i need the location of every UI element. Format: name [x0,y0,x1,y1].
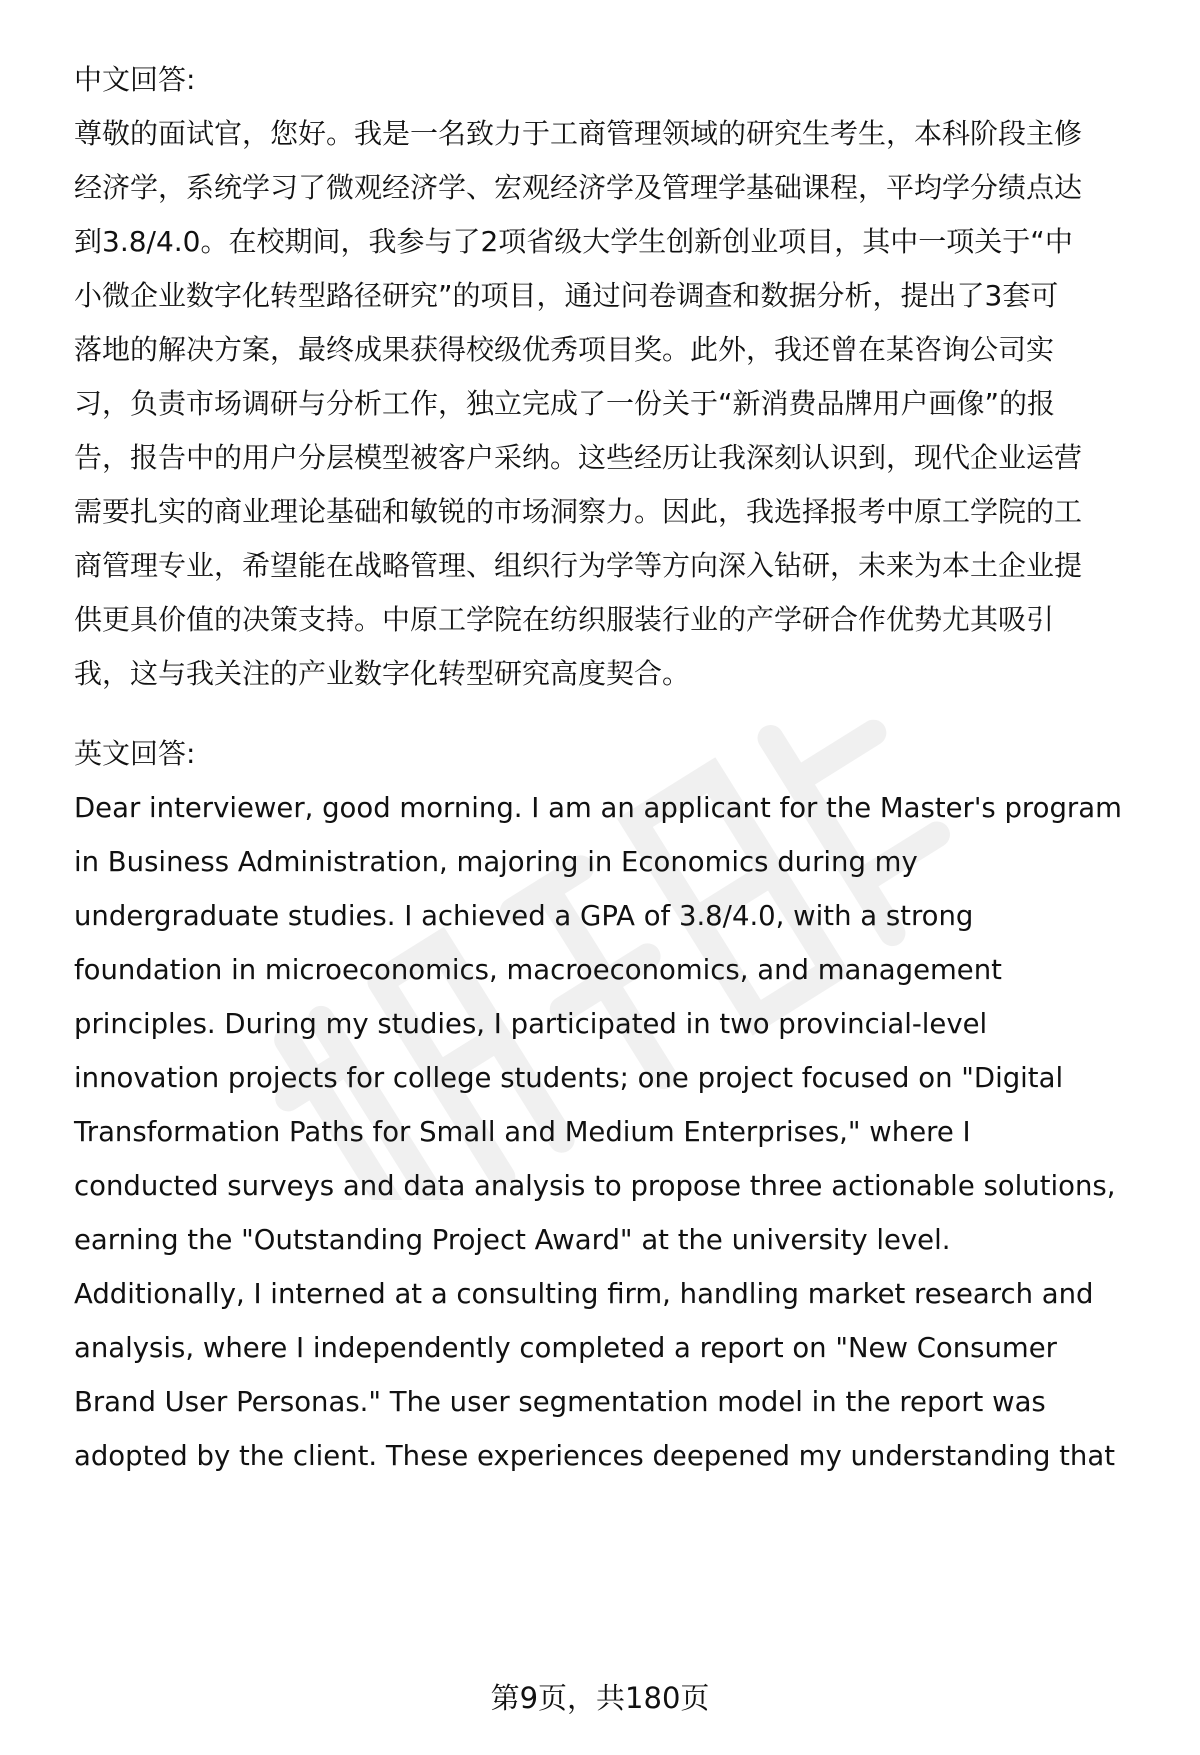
cn-line: 我，这与我关注的产业数字化转型研究高度契合。 [74,657,691,690]
en-line: innovation projects for college students; one project focused on "Digital [74,1062,1064,1094]
cn-line: 供更具价值的决策支持。中原工学院在纺织服装行业的产学研合作优势尤其吸引 [74,603,1055,636]
cn-heading: 中文回答: [74,63,196,96]
en-line: Dear interviewer, good morning. I am an applicant for the Master's program [74,792,1122,824]
en-line: earning the "Outstanding Project Award" at the university level. [74,1224,951,1256]
cn-line: 小微企业数字化转型路径研究”的项目，通过问卷调查和数据分析，提出了3套可 [74,279,1059,312]
en-line: Brand User Personas." The user segmentation model in the report was [74,1386,1046,1418]
en-heading: 英文回答: [74,737,196,770]
cn-line: 尊敬的面试官，您好。我是一名致力于工商管理领域的研究生考生，本科阶段主修 [74,117,1083,150]
en-line: adopted by the client. These experiences deepened my understanding that [74,1440,1115,1472]
en-line: Additionally, I interned at a consulting firm, handling market research and [74,1278,1094,1310]
cn-line: 商管理专业，希望能在战略管理、组织行为学等方向深入钻研，未来为本土企业提 [74,549,1083,582]
cn-line: 需要扎实的商业理论基础和敏锐的市场洞察力。因此，我选择报考中原工学院的工 [74,495,1083,528]
en-line: principles. During my studies, I participated in two provincial-level [74,1008,988,1040]
cn-line: 习，负责市场调研与分析工作，独立完成了一份关于“新消费品牌用户画像”的报 [74,387,1056,420]
cn-line: 落地的解决方案，最终成果获得校级优秀项目奖。此外，我还曾在某咨询公司实 [74,333,1055,366]
en-line: Transformation Paths for Small and Medium Enterprises," where I [74,1116,971,1148]
cn-line: 经济学，系统学习了微观经济学、宏观经济学及管理学基础课程，平均学分绩点达 [74,171,1083,204]
cn-line: 到3.8/4.0。在校期间，我参与了2项省级大学生创新创业项目，其中一项关于“中 [74,225,1073,258]
en-line: foundation in microeconomics, macroeconomics, and management [74,954,1002,986]
cn-line: 告，报告中的用户分层模型被客户采纳。这些经历让我深刻认识到，现代企业运营 [74,441,1083,474]
en-line: in Business Administration, majoring in Economics during my [74,846,918,878]
en-line: analysis, where I independently completed a report on "New Consumer [74,1332,1057,1364]
en-line: conducted surveys and data analysis to propose three actionable solutions, [74,1170,1116,1202]
en-line: undergraduate studies. I achieved a GPA of 3.8/4.0, with a strong [74,900,974,932]
page-number-footer: 第9页，共180页 [490,1681,710,1715]
